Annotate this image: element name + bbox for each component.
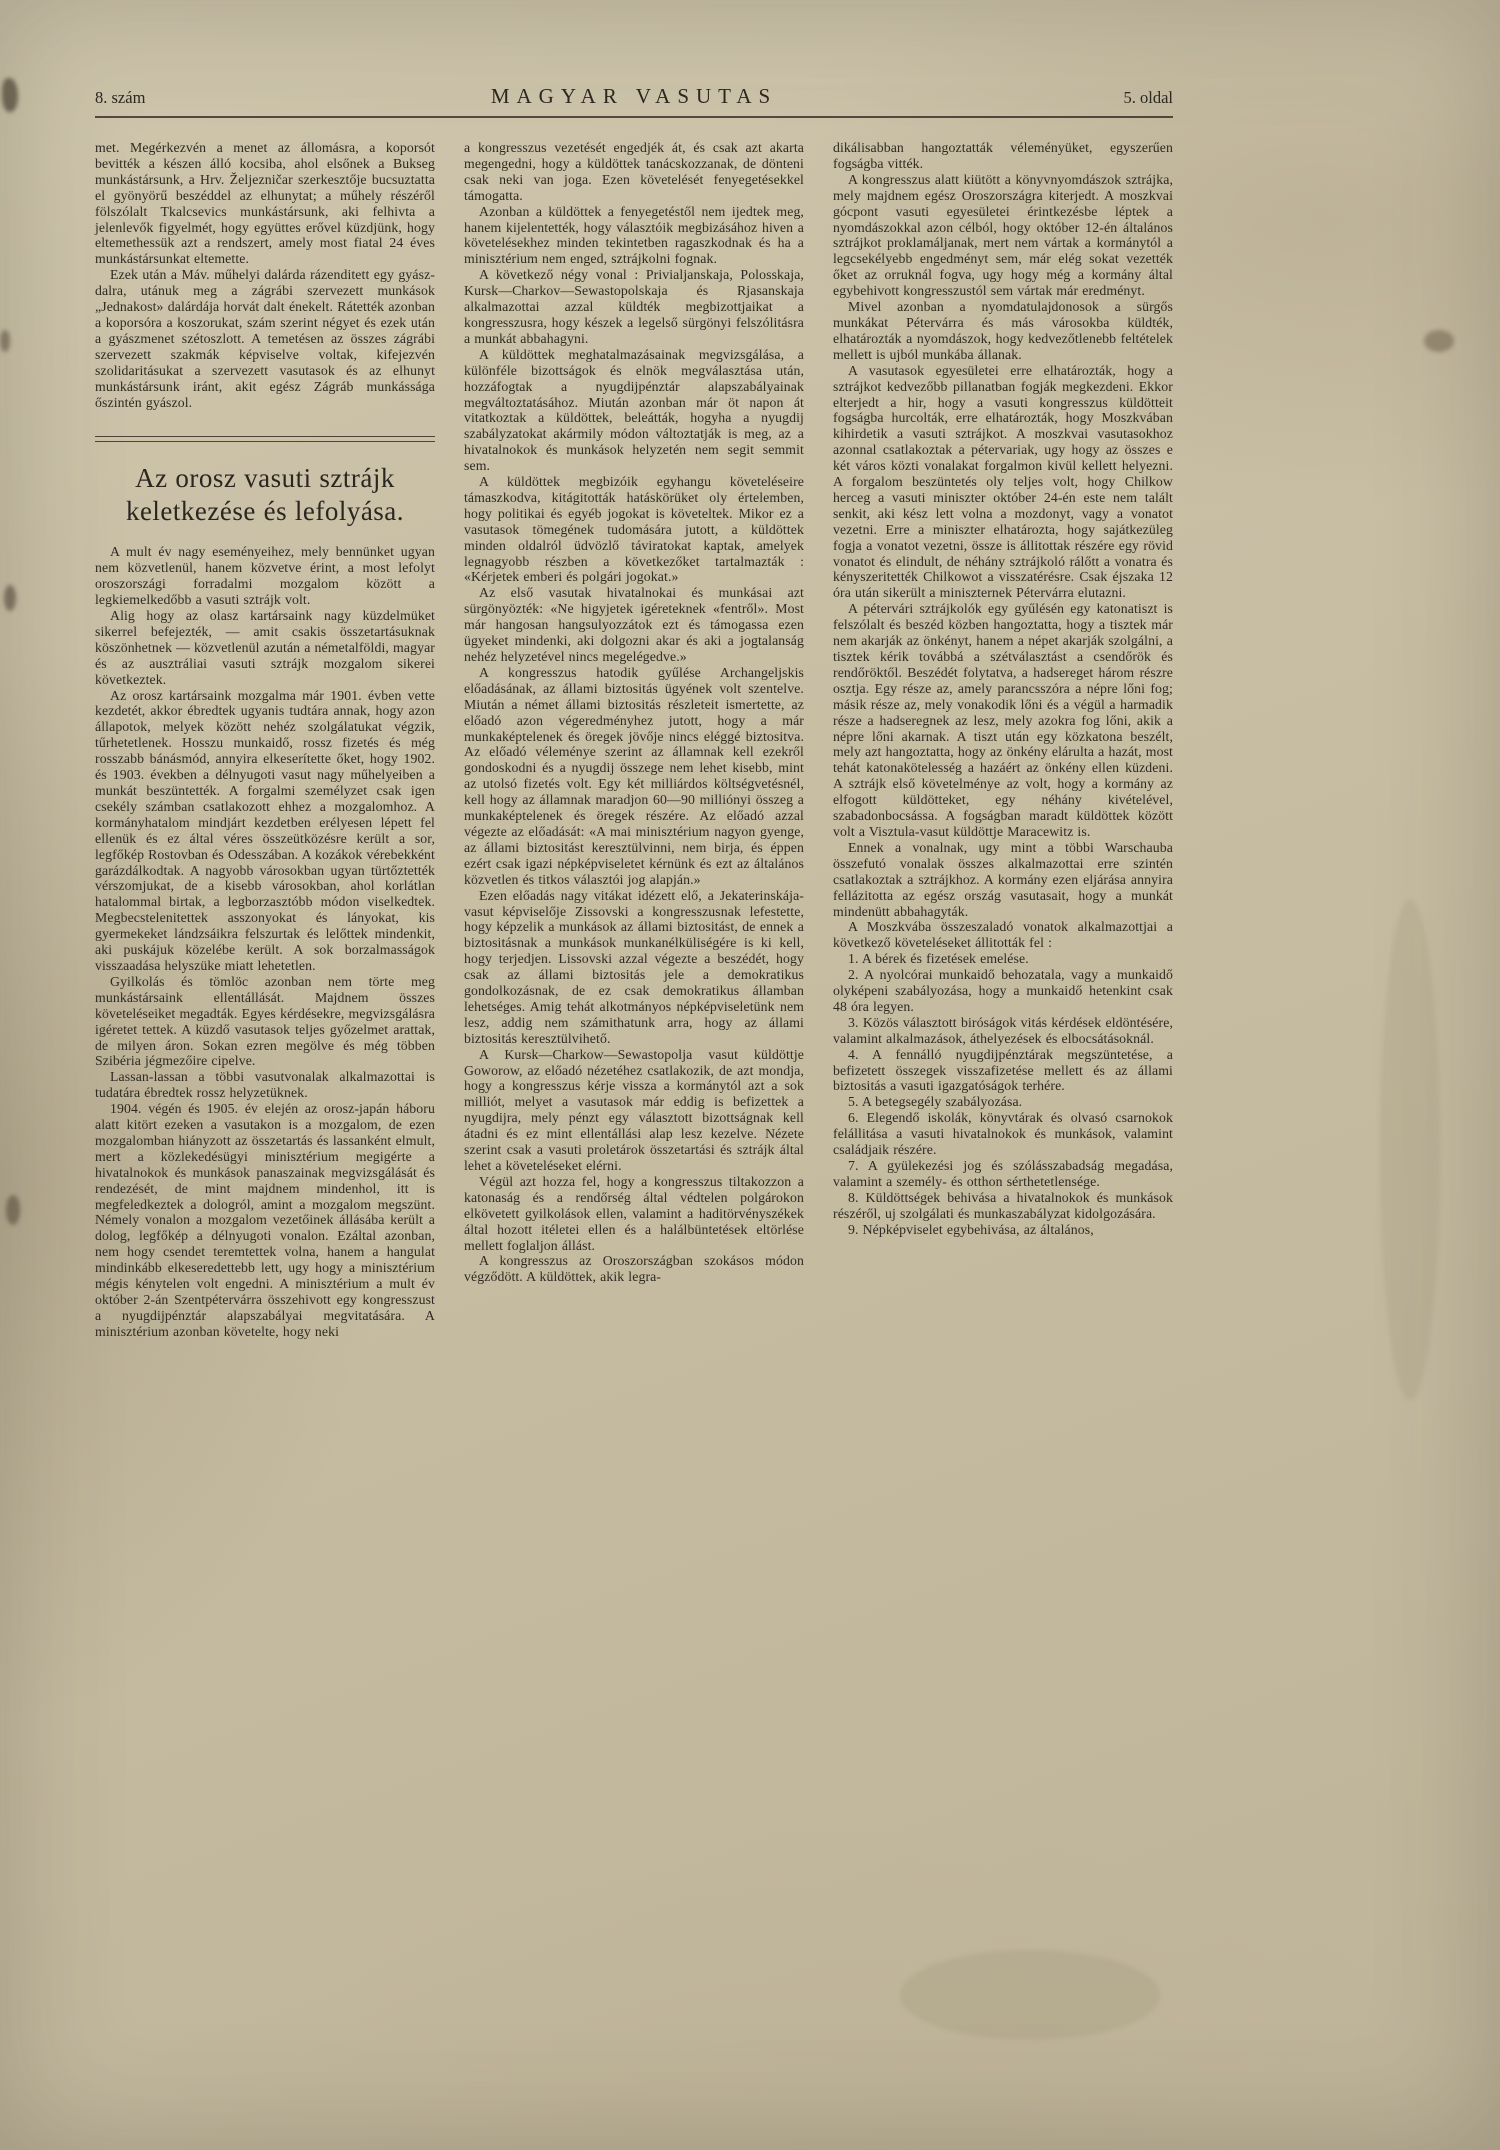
column-right [833,140,1173,1340]
printed-area [95,84,1173,1340]
paragraph: Ezen előadás nagy vitákat idézett elő, a Jekaterinskája-vasut képviselője Zissovski a kongresszusnak lefestette, hogy képzelik a munkások az állami biztositást, de ennek a biztositásnak a munkások munkanélküliségére is ki kell, hogy terjedjen. Lissovski azzal végezte a beszédét, hogy csak az állami biztositás jele a demokratikus gondolkozásnak, de ez csak demokratikus államban lehetséges. Amig tehát alkotmányos népképviseletünk nem lesz, addig nem számithatunk arra, hogy az állami biztositás keresztülvihető. [464,887,804,1046]
paragraph: A kongresszus az Oroszországban szokásos módon végződött. A küldöttek, akik legra- [464,1253,804,1285]
paragraph: 4. A fennálló nyugdijpénztárak megszüntetése, a befizetett összegek visszafizetése mellett és az állami biztositás a vasuti igazgatóságok terhére. [833,1046,1173,1094]
paragraph: Ezek után a Máv. műhelyi dalárda rázenditett egy gyász-dalra, utánuk meg a zágrábi szervezett munkások „Jednakost» dalárdája horvát dalt énekelt. Rátették azonban a koporsóra a koszorukat, szám szerint négyet és ezek után a gyászmenet szétoszlott. A temetésen az összes zágrábi szervezett szakmák képviselve voltak, kifejezvén szolidaritásukat a szervezett vasutasok és az elhunyt munkástársunk iránt, akit egész Zágráb munkássága őszintén gyászol. [95,267,435,410]
paragraph: Lassan-lassan a többi vasutvonalak alkalmazottai is tudatára ébredtek rossz helyzetüknek. [95,1069,435,1101]
double-rule [95,436,435,442]
paragraph: Az első vasutak hivatalnokai és munkásai azt sürgönyözték: «Ne higyjetek igéreteknek «fentről». Most már hangosan hangsulyozzátok ezt és támogassa ezen ügyeket mindenki, aki dolgozni akar és aki a jogtalanság nehéz helyzetével nincs megelégedve.» [464,585,804,664]
paragraph: Gyilkolás és tömlöc azonban nem törte meg munkástársaink ellentállását. Majdnem összes követeléseiket megadták. Egyes kérdésekre, megvizsgálásra igéretet tettek. A küzdő vasutasok teljes győzelmet arattak, de milyen áron. Sokan ezren megölve és még többen Szibéria jégmezőire cipelve. [95,973,435,1069]
paragraph: A kongresszus hatodik gyűlése Archangeljskis előadásának, az állami biztositás ügyének volt szentelve. Miután a német állami biztositás részleteit ismertette, az előadó azon végeredményhez jutott, hogy a már munkaképtelenek és öregek jövője nincs eléggé biztositva. Az előadó véleménye szerint az államnak kell ezekről gondoskodni és a nyugdij összege nem lehet kisebb, mint az utolsó fizetés volt. Egy két milliárdos költségvetésnél, kell hogy az államnak maradjon 60—90 milliónyi összeg a munkaképtelenek és öregek részére. Az előadó azzal végezte az előadását: «A mai minisztérium nagyon gyenge, az állami biztositást keresztülvinni, nem birja, és éppen ezért csak igazi népképviseletet kérnünk és ezt az általános közvetlen és titkos választói jog alapján.» [464,664,804,887]
paragraph: A küldöttek meghatalmazásainak megvizsgálása, a különféle bizottságok és elnök megválasztása után, hozzáfogtak a nyugdijpénztár alapszabályainak megváltoztatásához. Miután azonban már öt napon át vitatkoztak a küldöttek, beleátták, hogyha a nyugdij szabályzatokat akármily módon változtatják is meg, az a hivatalnokok és munkások helyzetén nem segit semmit sem. [464,346,804,474]
paragraph: A pétervári sztrájkolók egy gyűlésén egy katonatiszt is felszólalt és beszéd közben hangoztatta, hogy a tisztek már nem akarják az önkényt, hanem a népet akarják szolgálni, a tisztek kérik továbbá a szétválasztást a csendőrök és rendőröktől. Beszédét folytatva, a hadsereget három részre osztja. Egy része az, amely parancsszóra a népre lőni fog; másik része az, mely vonakodik lőni és a végül a harmadik része a hadseregnek az lesz, mely azokra fog lőni, akik a népre lőni akarnak. A tiszt után egy közkatona beszélt, mely azt hangoztatta, hogy az önkény elárulta a hazát, most tehát katonakötelesség a hazáért az önkény ellen küzdeni. A sztrájk első követelménye az volt, hogy a kormány az elfogott küldötteket, egy néhány kivételével, szabadonbocsássa. A fogságban maradt küldöttek között volt a Visztula-vasut küldöttje Maracewitz is. [833,601,1173,839]
paragraph: 1. A bérek és fizetések emelése. [848,951,1029,967]
column-left [95,140,435,1340]
paragraph: 8. Küldöttségek behivása a hivatalnokok és munkások részéről, uj szolgálati és munkaszabályzat kidolgozására. [833,1189,1173,1221]
paragraph: 2. A nyolcórai munkaidő behozatala, vagy a munkaidő olyképeni szabályozása, hogy a munkaidő hetenkint csak 48 óra legyen. [833,967,1173,1014]
paragraph: a kongresszus vezetését engedjék át, és csak azt akarta megengedni, hogy a küldöttek tanácskozzanak, de dönteni csak neki van joga. Ezen követelését fenyegetésekkel támogatta. [464,140,804,203]
paragraph: 3. Közös választott biróságok vitás kérdések eldöntésére, valamint alkalmazások, áthelyezések és elbocsátásoknál. [833,1014,1173,1046]
paragraph: A kongresszus alatt kiütött a könyvnyomdászok sztrájka, mely majdnem egész Oroszországra kiterjedt. A moszkvai gócpont vasuti egyesületei érintkezésbe léptek a nyomdászokkal azon célból, hogy október 12-én általános sztrájkot proklamáljanak, mert nem vártak a kormánytól a legcsekélyebb engedményt sem, már elég sokat vezették őket az orruknál fogva, ugy hogy még a kormány által egybehivott kongresszustól sem vártak már eredményt. [833,171,1173,299]
paragraph: Az orosz kartársaink mozgalma már 1901. évben vette kezdetét, akkor ébredtek ugyanis tudtára annak, hogy azon állapotok, melyek között nehéz szolgálatukat végzik, tűrhetetlenek. Hosszu munkaidő, rossz fizetés és még rosszabb bánásmód, annyira elkeserítette őket, hogy 1902. és 1903. években a délnyugoti vasut nagy műhelyeiben a munkát beszüntették. A forgalmi személyzet csak igen csekély számban csatlakozott ehhez a mozgalomhoz. A kormányhatalom mindjárt kezdetben erélyesen lépett fel ellenük és ez által véres összeütközésre került a sor, legfőkép Rostovban és Odesszában. A kozákok vérebekként garázdálkodtak. A nagyobb városokban ugyan türtőztették vérszomjukat, de a kisebb városokban, ahol korlátlan hatalommal birtak, a legborzasztóbb módon viselkedtek. Megbecstelenitettek asszonyokat és lányokat, kis gyermekeket lándzsáikra felszurtak és lelőttek mindenkit, aki puskájuk közelébe került. A sok borzalmasságok visszaadása helyszüke miatt lehetetlen. [95,687,435,973]
article-columns [95,140,1173,1340]
scan-artifact [4,585,16,611]
paragraph: dikálisabban hangoztatták véleményüket, egyszerűen fogságba vitték. [833,140,1173,171]
scan-artifact [1424,330,1454,352]
paragraph: 7. A gyülekezési jog és szólásszabadság megadása, valamint a személy- és otthon sérthetetlensége. [833,1158,1173,1189]
paragraph: A Kursk—Charkow—Sewastopolja vasut küldöttje Goworow, az előadó nézetéhez csatlakozik, de azt mondja, hogy a kongresszus kérje vissza a kormánytól azt a sok milliót, melyet a vasutasok már eddig is befizettek a nyugdijra, mely pénzt egy választott bizottságnak kell átadni és ez mint ellentállási alap lesz kezelve. Nézete szerint csak a vasuti proletárok összetartási és sztrájk által lehet a követeléseket elérni. [464,1046,804,1173]
header-rule [95,116,1173,118]
column-middle [464,140,804,1340]
paragraph: Alig hogy az olasz kartársaink nagy küzdelmüket sikerrel befejezték, — amit csakis összetartásuknak köszönhetnek — közvetlenül azután a németalföldi, magyar és az ausztráliai vasuti sztrájk mozgalom sikerei következtek. [95,608,435,687]
paragraph: met. Megérkezvén a menet az állomásra, a koporsót bevitték a készen álló kocsiba, ahol elsőnek a Bukseg munkástársunk, a Hrv. Željezničar szerkesztője bucsuztatta el gyönyörű beszéddel az elhunytat; a műhely részéről fölszólalt Tkalcsevics munkástársunk, aki felhivta a jelenlevők figyelmét, hogy együttes erővel küzdjünk, hogy eltemethessük azt a rendszert, amely most fiatal 24 éves munkástársunkat eltemette. [95,140,435,267]
paragraph: A következő négy vonal : Privialjanskaja, Polosskaja, Kursk—Charkov—Sewastopolskaja és Rjasanskaja alkalmazottai azzal küldték megbizottjaikat a kongresszusra, hogy készek a legelső sürgönyi felszólitásra a munkát abbahagyni. [464,267,804,346]
paragraph: Mivel azonban a nyomdatulajdonosok a sürgős munkákat Pétervárra és más városokba küldték, elhatározták a nyomdászok, hogy kedvezőtlenebb feltételek mellett is ujból munkába állanak. [833,299,1173,362]
paragraph: 5. A betegsegély szabályozása. [848,1094,1023,1110]
section-heading: Az orosz vasuti sztrájk keletkezése és lefolyása. [125,463,405,527]
paragraph: Ennek a vonalnak, ugy mint a többi Warschauba összefutó vonalak összes alkalmazottai erre szintén csatlakoztak a sztrájkhoz. A kormány ezen eljárása annyira fellázitotta az egész ország vasutasait, hogy a munkát mindenütt abbahagyták. [833,839,1173,919]
paragraph: 9. Népképviselet egybehivása, az általános, [848,1221,1094,1237]
paragraph: A vasutasok egyesületei erre elhatározták, hogy a sztrájkot kedvezőbb pillanatban fogják megkezdeni. Ekkor elterjedt a hir, hogy a vasuti kongresszus küldötteit fogságba hurcolták, erre elhatározták, hogy Moszkvában kihirdetik a vasuti sztrájkot. A moszkvai vasutasokhoz azonnal csatlakoztak a pétervariak, ugy hogy az összes e két város közti vonalakat forgalmon kivül kellett helyezni. A forgalom beszüntetés oly teljes volt, hogy Chilkow herceg a vasuti miniszter október 24-én este nem talált senkit, aki kész lett volna a mozdonyt, vagy a vonatot vezetni. Erre a miniszter elhatározta, hogy sajátkezüleg fogja a vonatot vezetni, össze is állitottak részére egy rövid vonatot és elindult, de néhány sztrájkoló rálőtt a vonatra és kényszeritették Chilkowot a visszatérésre. Csak éjszaka 12 óra után sikerült a miniszternek Pétervárra elutazni. [833,362,1173,601]
paragraph: A mult év nagy eseményeihez, mely bennünket ugyan nem közvetlenül, hanem közvetve érint, a most lefolyt oroszországi forradalmi mozgalom között a legkiemelkedőbb a vasuti sztrájk volt. [95,544,435,608]
page-number: 5. oldal [1123,88,1173,107]
issue-number: 8. szám [95,88,146,107]
masthead-title: MAGYAR VASUTAS [490,84,778,108]
paragraph: A Moszkvába összeszaladó vonatok alkalmazottjai a következő követeléseket állitották fel : [833,919,1173,951]
paper-stain [900,1950,1160,2040]
paragraph: Végül azt hozza fel, hogy a kongresszus tiltakozzon a katonaság és a rendőrség által védtelen polgárokon elkövetett gyilkolások ellen, valamint a haditörvényszékek által hozott itéletei ellen és a halálbüntetések eltörlése mellett foglaljon állást. [464,1173,804,1253]
scan-artifact [0,330,10,352]
scan-artifact [6,1195,20,1225]
paragraph: Azonban a küldöttek a fenyegetéstől nem ijedtek meg, hanem kijelentették, hogy választóik megbizásához hiven a követelésekhez minden tekintetben ragaszkodnak és ha a minisztérium nem enged, sztrájkolni fognak. [464,203,804,267]
page-header [95,84,1173,109]
scan-artifact [2,78,18,112]
paragraph: 1904. végén és 1905. év elején az orosz-japán háboru alatt kitört ezeken a vasutakon is a mozgalom, de ezen mozgalomban hiányzott az összetartás és lassanként elmult, mert a közlekedésügyi minisztérium megigérte a hivatalnokok és munkások panaszainak megvizsgálását és rendezését, de mint majdnem mindenhol, itt is megfeledkeztek a dologról, amint a mozgalom megszünt. Némely vonalon a mozgalom vezetőinek állásába került a dolog, legfőkép a délnyugoti vonalon. Ezáltal azonban, nem hogy csendet teremtettek volna, hanem a hangulat mindinkább elkeseredettebb lett, ugy hogy a minisztérium mégis kénytelen volt engedni. A minisztérium a mult év október 2-án Szentpétervárra összehivott egy kongresszust a nyugdijpénztár alapszabályai megvitatására. A minisztérium azonban követelte, hogy neki [95,1101,435,1339]
paragraph: A küldöttek megbizóik egyhangu követeléseire támaszkodva, kitágitották hatáskörüket oly értelemben, hogy politikai és egyéb jogokat is követeltek. Mikor ez a vasutasok tömegének tudomására jutott, a küldöttek minden oldalról üdvözlő táviratokat kaptak, amelyek legnagyobb részben a következőket tartalmazták : «Kérjetek emberi és polgári jogokat.» [464,474,804,585]
paragraph: 6. Elegendő iskolák, könyvtárak és olvasó csarnokok felállitása a vasuti hivatalnokok és munkások, valamint családjaik részére. [833,1110,1173,1158]
paper-stain [1380,900,1440,1400]
